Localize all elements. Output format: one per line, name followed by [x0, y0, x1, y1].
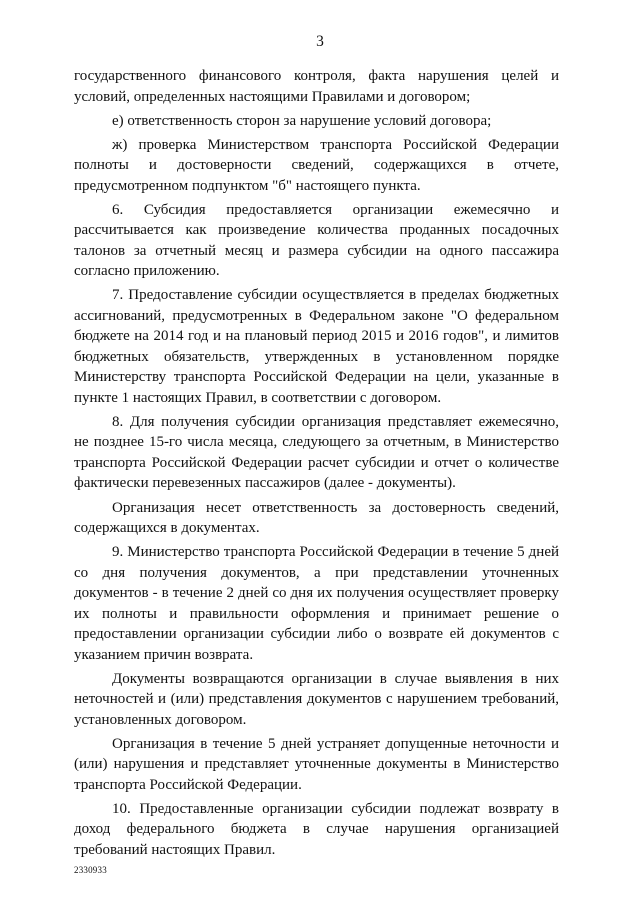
paragraph-clause-8-responsibility: Организация несет ответственность за достоверность сведений, содержащихся в документах.: [74, 499, 559, 537]
paragraph-clause-9: 9. Министерство транспорта Российской Федерации в течение 5 дней со дня получения документов, а при представлении уточненных документов - в течение 2 дней со дня их получения осуществляет проверку их полноты и правильности оформления и принимает решение о предоставлении организации субсидии либо о возврате ей документов с указанием причин возврата.: [74, 544, 559, 663]
document-code: 2330933: [74, 865, 107, 875]
paragraph-item-zh: ж) проверка Министерством транспорта Российской Федерации полноты и достоверности сведений, содержащихся в отчете, предусмотренном подпунктом "б" настоящего пункта.: [74, 136, 559, 194]
paragraph-clause-9-correction: Организация в течение 5 дней устраняет допущенные неточности и (или) нарушения и представляет уточненные документы в Министерство транспорта Российской Федерации.: [74, 735, 559, 793]
paragraph-clause-6: 6. Субсидия предоставляется организации ежемесячно и рассчитывается как произведение количества проданных посадочных талонов за отчетный месяц и размера субсидии на одного пассажира согласно приложению.: [74, 201, 559, 280]
paragraph-clause-9-return: Документы возвращаются организации в случае выявления в них неточностей и (или) представления документов с нарушением требований, установленных договором.: [74, 670, 559, 728]
paragraph-item-e: е) ответственность сторон за нарушение условий договора;: [112, 112, 492, 129]
paragraph-clause-7: 7. Предоставление субсидии осуществляется в пределах бюджетных ассигнований, предусмотренных в Федеральном законе "О федеральном бюджете на 2014 год и на плановый период 2015 и 2016 годов", и лимитов бюджетных обязательств, утвержденных в установленном порядке Министерству транспорта Российской Федерации на цели, указанные в пункте 1 настоящих Правил, в соответствии с договором.: [74, 287, 559, 406]
paragraph-clause-8: 8. Для получения субсидии организация представляет ежемесячно, не позднее 15-го числа месяца, следующего за отчетным, в Министерство транспорта Российской Федерации расчет субсидии и отчет о количестве фактически перевезенных пассажиров (далее - документы).: [74, 413, 559, 492]
document-body: [74, 66, 559, 864]
paragraph-continuation: государственного финансового контроля, факта нарушения целей и условий, определенных настоящими Правилами и договором;: [74, 68, 559, 105]
page-number: 3: [316, 33, 324, 50]
paragraph-clause-10: 10. Предоставленные организации субсидии подлежат возврату в доход федерального бюджета в случае нарушения организацией требований настоящих Правил.: [74, 800, 559, 858]
